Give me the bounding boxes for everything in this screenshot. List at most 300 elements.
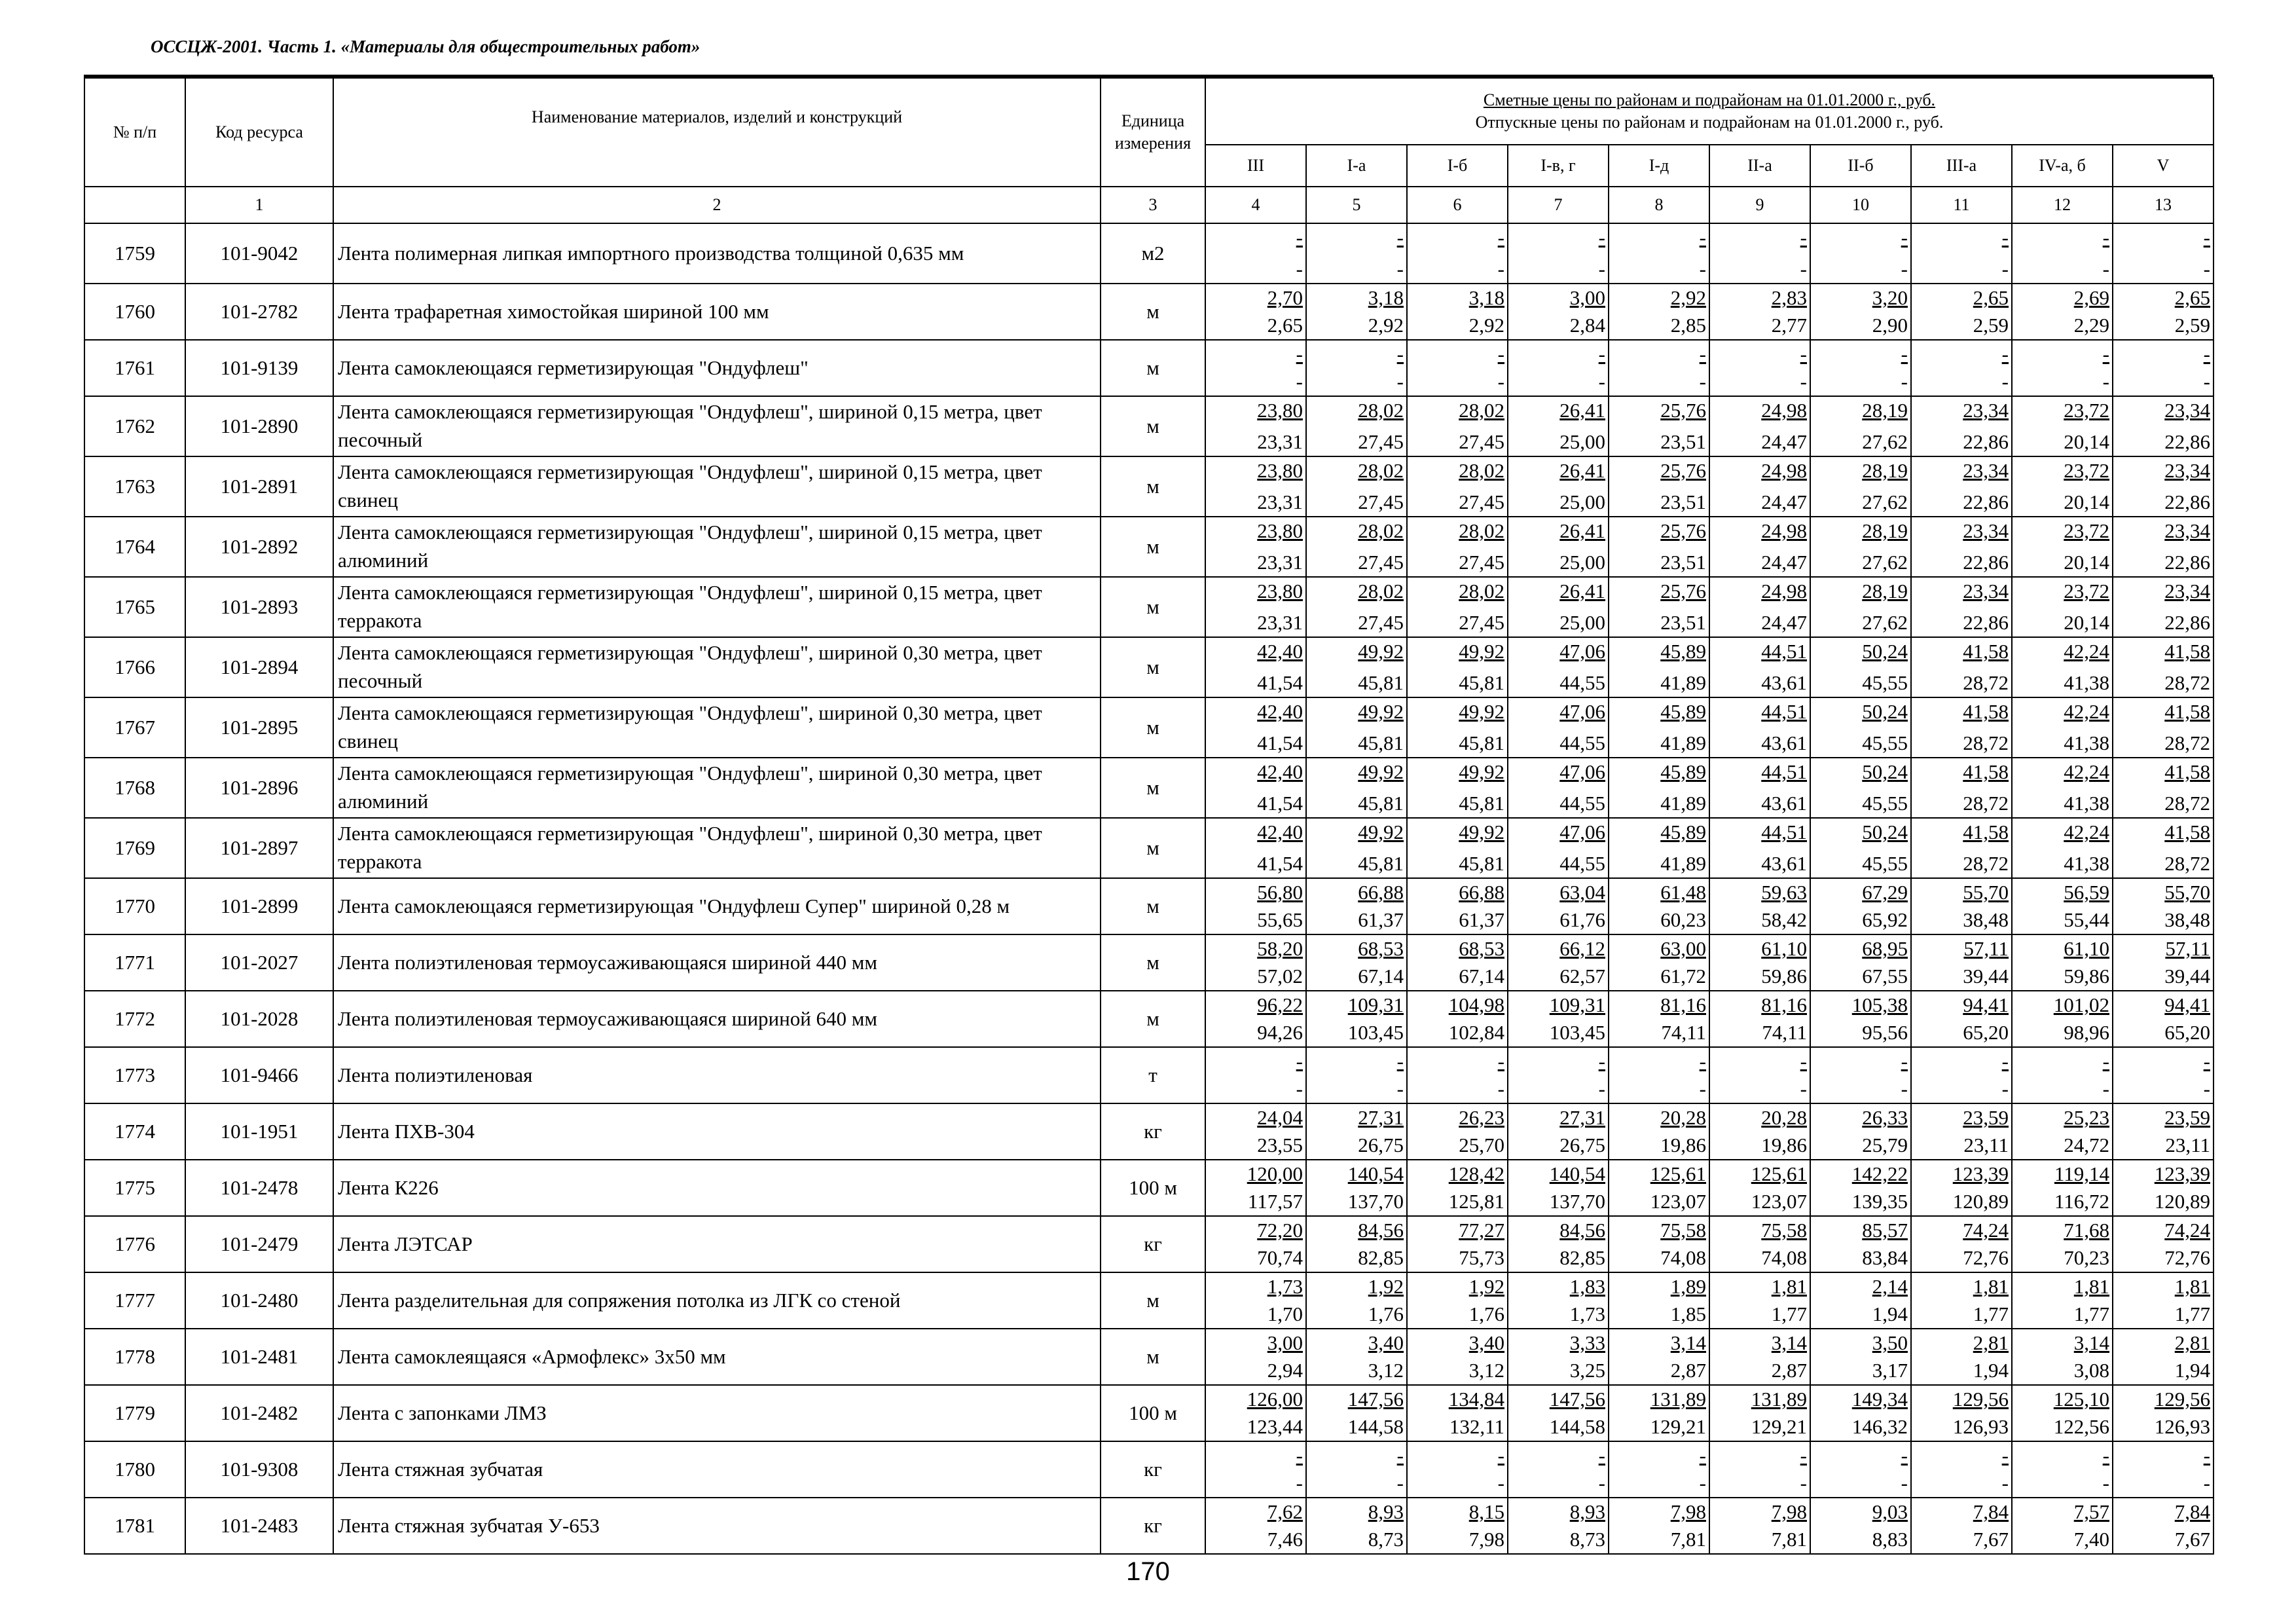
table-row — [84, 340, 2214, 396]
material-name: Лента самоклеющаяся герметизирующая "Ондуфлеш", шириной 0,15 метра, цвет алюминий — [333, 517, 1101, 577]
estimate-price: 42,40 — [1257, 640, 1303, 663]
estimate-price: 123,39 — [2154, 1162, 2210, 1185]
unit-of-measure: м — [1101, 934, 1205, 991]
price-cell — [1810, 1272, 1911, 1329]
price-cell — [1609, 878, 1709, 934]
price-cell — [2012, 1103, 2113, 1160]
header-row-1 — [84, 78, 2214, 145]
price-cell — [2012, 1498, 2113, 1554]
row-number: 1760 — [84, 284, 185, 340]
column-number: 11 — [1911, 187, 2012, 223]
unit-of-measure: 100 м — [1101, 1160, 1205, 1216]
estimate-price: 140,54 — [1549, 1162, 1605, 1185]
release-price: 23,31 — [1257, 611, 1303, 634]
price-cell — [1205, 758, 1306, 818]
table-row — [84, 1216, 2214, 1272]
header-region: I-а — [1306, 145, 1407, 187]
price-cell — [2012, 1441, 2113, 1498]
resource-code: 101-2897 — [185, 818, 333, 878]
price-cell — [1609, 1047, 1709, 1103]
estimate-price: 147,56 — [1549, 1388, 1605, 1411]
unit-of-measure: кг — [1101, 1216, 1205, 1272]
price-cell — [1508, 223, 1609, 284]
table-row — [84, 818, 2214, 878]
estimate-price: 109,31 — [1549, 993, 1605, 1016]
release-price: 1,76 — [1468, 1302, 1504, 1325]
release-price: 120,89 — [2154, 1190, 2210, 1213]
release-price: 94,26 — [1257, 1021, 1303, 1044]
release-price: 1,77 — [2073, 1302, 2109, 1325]
table-row — [84, 517, 2214, 577]
release-price: - — [1800, 370, 1807, 393]
price-cell — [1407, 637, 1508, 697]
estimate-price: 23,59 — [2164, 1106, 2210, 1129]
price-cell — [1407, 1329, 1508, 1385]
resource-code: 101-9308 — [185, 1441, 333, 1498]
column-number: 9 — [1709, 187, 1810, 223]
release-price: 25,00 — [1559, 551, 1605, 574]
estimate-price: - — [1497, 226, 1504, 249]
release-price: 23,55 — [1257, 1134, 1303, 1156]
estimate-price: - — [1296, 1050, 1303, 1073]
estimate-price: 24,98 — [1761, 580, 1807, 602]
price-cell — [1709, 697, 1810, 758]
estimate-price: 85,57 — [1862, 1219, 1908, 1242]
release-price: 8,83 — [1872, 1528, 1908, 1551]
release-price: 19,86 — [1761, 1134, 1807, 1156]
material-name: Лента стяжная зубчатая У-653 — [333, 1498, 1101, 1554]
release-price: - — [1598, 370, 1605, 393]
estimate-price: - — [2001, 1444, 2009, 1467]
price-cell — [1205, 1498, 1306, 1554]
price-cell — [1609, 637, 1709, 697]
estimate-price: 42,40 — [1257, 700, 1303, 723]
price-cell — [1709, 991, 1810, 1047]
resource-code: 101-2478 — [185, 1160, 333, 1216]
release-price: 65,92 — [1862, 908, 1908, 931]
estimate-price: - — [1800, 1050, 1807, 1073]
estimate-price: 23,34 — [1963, 459, 2009, 482]
release-price: 72,76 — [2164, 1246, 2210, 1269]
estimate-price: 26,33 — [1862, 1106, 1908, 1129]
price-cell — [1810, 878, 1911, 934]
release-price: 23,11 — [1963, 1134, 2009, 1156]
header-prices — [1205, 78, 2214, 145]
price-cell — [2012, 396, 2113, 456]
price-cell — [1709, 818, 1810, 878]
header-region: I-б — [1407, 145, 1508, 187]
price-cell — [1609, 340, 1709, 396]
estimate-price: 28,19 — [1862, 399, 1908, 422]
release-price: - — [2203, 257, 2210, 280]
table-row — [84, 284, 2214, 340]
release-price: - — [1699, 257, 1706, 280]
table-row — [84, 456, 2214, 517]
estimate-price: 56,80 — [1257, 881, 1303, 904]
price-cell — [1911, 456, 2012, 517]
estimate-price: 20,28 — [1660, 1106, 1706, 1129]
price-cell — [1810, 637, 1911, 697]
price-cell — [1306, 1441, 1407, 1498]
estimate-price: - — [2001, 342, 2009, 365]
estimate-price: 140,54 — [1347, 1162, 1404, 1185]
resource-code: 101-2891 — [185, 456, 333, 517]
estimate-price: - — [1497, 1444, 1504, 1467]
release-price: 45,81 — [1358, 671, 1404, 694]
release-price: 41,38 — [2064, 852, 2109, 875]
estimate-price: 23,59 — [1963, 1106, 2009, 1129]
price-cell — [1709, 456, 1810, 517]
price-cell — [2012, 637, 2113, 697]
price-cell — [1205, 223, 1306, 284]
header-region: II-а — [1709, 145, 1810, 187]
unit-of-measure: м — [1101, 284, 1205, 340]
release-price: 26,75 — [1559, 1134, 1605, 1156]
estimate-price: 1,92 — [1368, 1275, 1404, 1298]
estimate-price: 74,24 — [2164, 1219, 2210, 1242]
estimate-price: 134,84 — [1448, 1388, 1504, 1411]
release-price: - — [1901, 257, 1908, 280]
release-price: 28,72 — [1963, 852, 2009, 875]
price-cell — [1810, 1047, 1911, 1103]
estimate-price: 1,81 — [1973, 1275, 2009, 1298]
release-price: 25,00 — [1559, 611, 1605, 634]
release-price: 144,58 — [1549, 1415, 1605, 1438]
price-cell — [1205, 340, 1306, 396]
price-cell — [1306, 1216, 1407, 1272]
price-cell — [1306, 456, 1407, 517]
estimate-price: 28,19 — [1862, 580, 1908, 602]
row-number: 1766 — [84, 637, 185, 697]
estimate-price: 104,98 — [1448, 993, 1504, 1016]
price-cell — [2113, 1160, 2214, 1216]
price-cell — [1609, 396, 1709, 456]
release-price: 59,86 — [2064, 965, 2109, 987]
estimate-price: 23,34 — [2164, 580, 2210, 602]
unit-of-measure: м — [1101, 1329, 1205, 1385]
release-price: 126,93 — [1952, 1415, 2009, 1438]
header-region: III-а — [1911, 145, 2012, 187]
estimate-price: 28,19 — [1862, 519, 1908, 542]
header-name: Наименование материалов, изделий и конструкций — [333, 78, 1101, 187]
resource-code: 101-9042 — [185, 223, 333, 284]
header-unit: Единица измерения — [1101, 78, 1205, 187]
estimate-price: - — [1699, 226, 1706, 249]
release-price: - — [1699, 1471, 1706, 1494]
estimate-price: 129,56 — [1952, 1388, 2009, 1411]
release-price: 24,47 — [1761, 490, 1807, 513]
unit-of-measure: м — [1101, 878, 1205, 934]
release-price: 44,55 — [1559, 671, 1605, 694]
release-price: 1,76 — [1368, 1302, 1404, 1325]
estimate-price: 7,84 — [2174, 1500, 2210, 1523]
release-price: 22,86 — [1963, 430, 2009, 453]
price-cell — [1609, 1441, 1709, 1498]
price-cell — [1508, 577, 1609, 637]
estimate-price: - — [1699, 342, 1706, 365]
release-price: 28,72 — [1963, 731, 2009, 754]
estimate-price: 126,00 — [1247, 1388, 1303, 1411]
release-price: - — [2102, 370, 2109, 393]
release-price: 41,89 — [1660, 792, 1706, 815]
price-cell — [2113, 1441, 2214, 1498]
release-price: 2,87 — [1670, 1359, 1706, 1382]
row-number: 1761 — [84, 340, 185, 396]
estimate-price: - — [2203, 1050, 2210, 1073]
estimate-price: 49,92 — [1358, 821, 1404, 843]
column-number: 5 — [1306, 187, 1407, 223]
price-cell — [1205, 1047, 1306, 1103]
estimate-price: 109,31 — [1347, 993, 1404, 1016]
header-prices-release: Отпускные цены по районам и подрайонам на 01.01.2000 г., руб. — [1475, 113, 1944, 132]
price-cell — [1709, 1272, 1810, 1329]
release-price: 27,62 — [1862, 490, 1908, 513]
estimate-price: 50,24 — [1862, 700, 1908, 723]
price-cell — [2113, 637, 2214, 697]
release-price: 27,62 — [1862, 611, 1908, 634]
estimate-price: 41,58 — [2164, 821, 2210, 843]
release-price: 25,00 — [1559, 430, 1605, 453]
release-price: 103,45 — [1549, 1021, 1605, 1044]
price-cell — [1306, 577, 1407, 637]
estimate-price: 45,89 — [1660, 640, 1706, 663]
table-row — [84, 396, 2214, 456]
estimate-price: - — [1396, 342, 1404, 365]
unit-of-measure: м — [1101, 1272, 1205, 1329]
release-price: 23,51 — [1660, 490, 1706, 513]
release-price: - — [1901, 370, 1908, 393]
estimate-price: 59,63 — [1761, 881, 1807, 904]
price-cell — [1911, 1216, 2012, 1272]
estimate-price: 1,81 — [1771, 1275, 1807, 1298]
price-cell — [2012, 340, 2113, 396]
price-cell — [1306, 1498, 1407, 1554]
estimate-price: 23,80 — [1257, 399, 1303, 422]
row-number: 1764 — [84, 517, 185, 577]
price-cell — [1609, 1160, 1709, 1216]
price-cell — [2113, 1047, 2214, 1103]
estimate-price: 25,23 — [2064, 1106, 2109, 1129]
release-price: 41,38 — [2064, 792, 2109, 815]
price-cell — [1306, 223, 1407, 284]
release-price: 72,76 — [1963, 1246, 2009, 1269]
price-cell — [1709, 340, 1810, 396]
price-cell — [2113, 396, 2214, 456]
price-cell — [1407, 818, 1508, 878]
material-name: Лента ЛЭТСАР — [333, 1216, 1101, 1272]
table-row — [84, 577, 2214, 637]
price-cell — [2113, 456, 2214, 517]
unit-of-measure: м — [1101, 991, 1205, 1047]
release-price: 20,14 — [2064, 490, 2109, 513]
price-cell — [1205, 1272, 1306, 1329]
release-price: 44,55 — [1559, 852, 1605, 875]
release-price: - — [2203, 370, 2210, 393]
estimate-price: 50,24 — [1862, 821, 1908, 843]
release-price: 27,45 — [1459, 490, 1504, 513]
estimate-price: - — [2203, 226, 2210, 249]
release-price: 139,35 — [1851, 1190, 1908, 1213]
price-cell — [1407, 991, 1508, 1047]
estimate-price: 67,29 — [1862, 881, 1908, 904]
price-cell — [1709, 1441, 1810, 1498]
price-cell — [2012, 1272, 2113, 1329]
row-number: 1763 — [84, 456, 185, 517]
price-cell — [1609, 991, 1709, 1047]
price-cell — [1306, 934, 1407, 991]
estimate-price: 61,10 — [2064, 937, 2109, 960]
resource-code: 101-2028 — [185, 991, 333, 1047]
price-cell — [1508, 1385, 1609, 1441]
price-cell — [1205, 284, 1306, 340]
price-cell — [1508, 637, 1609, 697]
material-name: Лента самоклеющаяся герметизирующая "Ондуфлеш" — [333, 340, 1101, 396]
release-price: 27,45 — [1358, 611, 1404, 634]
estimate-price: 8,15 — [1468, 1500, 1504, 1523]
price-cell — [1407, 396, 1508, 456]
column-number: 4 — [1205, 187, 1306, 223]
table-row — [84, 1385, 2214, 1441]
release-price: 41,54 — [1257, 792, 1303, 815]
release-price: 7,46 — [1267, 1528, 1303, 1551]
estimate-price: 23,34 — [1963, 519, 2009, 542]
release-price: 23,31 — [1257, 551, 1303, 574]
price-cell — [1609, 577, 1709, 637]
price-cell — [1609, 517, 1709, 577]
release-price: - — [1699, 370, 1706, 393]
release-price: 23,31 — [1257, 430, 1303, 453]
price-cell — [1306, 878, 1407, 934]
price-cell — [1609, 1385, 1709, 1441]
price-cell — [1911, 1498, 2012, 1554]
release-price: 41,38 — [2064, 731, 2109, 754]
estimate-price: 44,51 — [1761, 760, 1807, 783]
estimate-price: 71,68 — [2064, 1219, 2109, 1242]
estimate-price: 24,04 — [1257, 1106, 1303, 1129]
row-number: 1765 — [84, 577, 185, 637]
column-number: 8 — [1609, 187, 1709, 223]
price-cell — [1306, 1103, 1407, 1160]
row-number: 1759 — [84, 223, 185, 284]
estimate-price: 101,02 — [2053, 993, 2109, 1016]
estimate-price: 75,58 — [1761, 1219, 1807, 1242]
release-price: 38,48 — [1963, 908, 2009, 931]
estimate-price: 75,58 — [1660, 1219, 1706, 1242]
estimate-price: 24,98 — [1761, 459, 1807, 482]
price-cell — [1810, 223, 1911, 284]
price-cell — [1306, 1047, 1407, 1103]
release-price: 3,08 — [2073, 1359, 2109, 1382]
table-row — [84, 223, 2214, 284]
header-code: Код ресурса — [185, 78, 333, 187]
column-number: 6 — [1407, 187, 1508, 223]
price-cell — [1709, 1160, 1810, 1216]
estimate-price: 44,51 — [1761, 640, 1807, 663]
estimate-price: 25,76 — [1660, 580, 1706, 602]
price-cell — [1205, 1441, 1306, 1498]
estimate-price: 26,41 — [1559, 399, 1605, 422]
release-price: - — [1901, 1077, 1908, 1100]
estimate-price: - — [2102, 1444, 2109, 1467]
material-name: Лента стяжная зубчатая — [333, 1441, 1101, 1498]
release-price: 57,02 — [1257, 965, 1303, 987]
unit-of-measure: кг — [1101, 1103, 1205, 1160]
estimate-price: 7,98 — [1771, 1500, 1807, 1523]
price-cell — [1508, 1272, 1609, 1329]
release-price: 103,45 — [1347, 1021, 1404, 1044]
material-name: Лента самоклеющаяся герметизирующая "Ондуфлеш", шириной 0,30 метра, цвет песочный — [333, 637, 1101, 697]
estimate-price: 23,34 — [2164, 399, 2210, 422]
row-number: 1774 — [84, 1103, 185, 1160]
price-cell — [2012, 991, 2113, 1047]
estimate-price: 26,41 — [1559, 459, 1605, 482]
price-cell — [1407, 1498, 1508, 1554]
price-cell — [1911, 340, 2012, 396]
price-cell — [1911, 1047, 2012, 1103]
release-price: 95,56 — [1862, 1021, 1908, 1044]
estimate-price: 3,33 — [1569, 1331, 1605, 1354]
price-cell — [2113, 1498, 2214, 1554]
release-price: - — [1598, 1077, 1605, 1100]
price-cell — [1609, 1498, 1709, 1554]
price-cell — [1810, 758, 1911, 818]
price-cell — [1508, 1498, 1609, 1554]
resource-code: 101-9139 — [185, 340, 333, 396]
table-row — [84, 934, 2214, 991]
table-body — [84, 223, 2214, 1554]
release-price: 144,58 — [1347, 1415, 1404, 1438]
price-cell — [2113, 340, 2214, 396]
release-price: 41,89 — [1660, 731, 1706, 754]
release-price: 43,61 — [1761, 731, 1807, 754]
estimate-price: 2,65 — [1973, 286, 2009, 309]
price-cell — [1407, 1216, 1508, 1272]
release-price: 23,51 — [1660, 611, 1706, 634]
release-price: - — [1396, 1077, 1404, 1100]
price-cell — [1609, 1216, 1709, 1272]
table-row — [84, 1272, 2214, 1329]
price-cell — [1911, 697, 2012, 758]
price-cell — [2113, 697, 2214, 758]
unit-of-measure: м2 — [1101, 223, 1205, 284]
table-row — [84, 1498, 2214, 1554]
estimate-price: 23,72 — [2064, 580, 2109, 602]
release-price: - — [2203, 1077, 2210, 1100]
price-cell — [2113, 818, 2214, 878]
price-cell — [1508, 340, 1609, 396]
estimate-price: 57,11 — [2165, 937, 2210, 960]
release-price: 146,32 — [1851, 1415, 1908, 1438]
resource-code: 101-2482 — [185, 1385, 333, 1441]
release-price: 129,21 — [1650, 1415, 1706, 1438]
release-price: 22,86 — [1963, 551, 2009, 574]
estimate-price: 131,89 — [1751, 1388, 1807, 1411]
price-cell — [1205, 517, 1306, 577]
release-price: 45,81 — [1459, 792, 1504, 815]
price-cell — [1306, 637, 1407, 697]
release-price: 7,67 — [2174, 1528, 2210, 1551]
estimate-price: - — [1699, 1050, 1706, 1073]
release-price: 20,14 — [2064, 611, 2109, 634]
estimate-price: 131,89 — [1650, 1388, 1706, 1411]
estimate-price: 61,48 — [1660, 881, 1706, 904]
price-cell — [1911, 1385, 2012, 1441]
price-cell — [1709, 637, 1810, 697]
release-price: 2,85 — [1670, 314, 1706, 337]
price-cell — [1609, 456, 1709, 517]
estimate-price: 68,53 — [1459, 937, 1504, 960]
release-price: 123,07 — [1751, 1190, 1807, 1213]
